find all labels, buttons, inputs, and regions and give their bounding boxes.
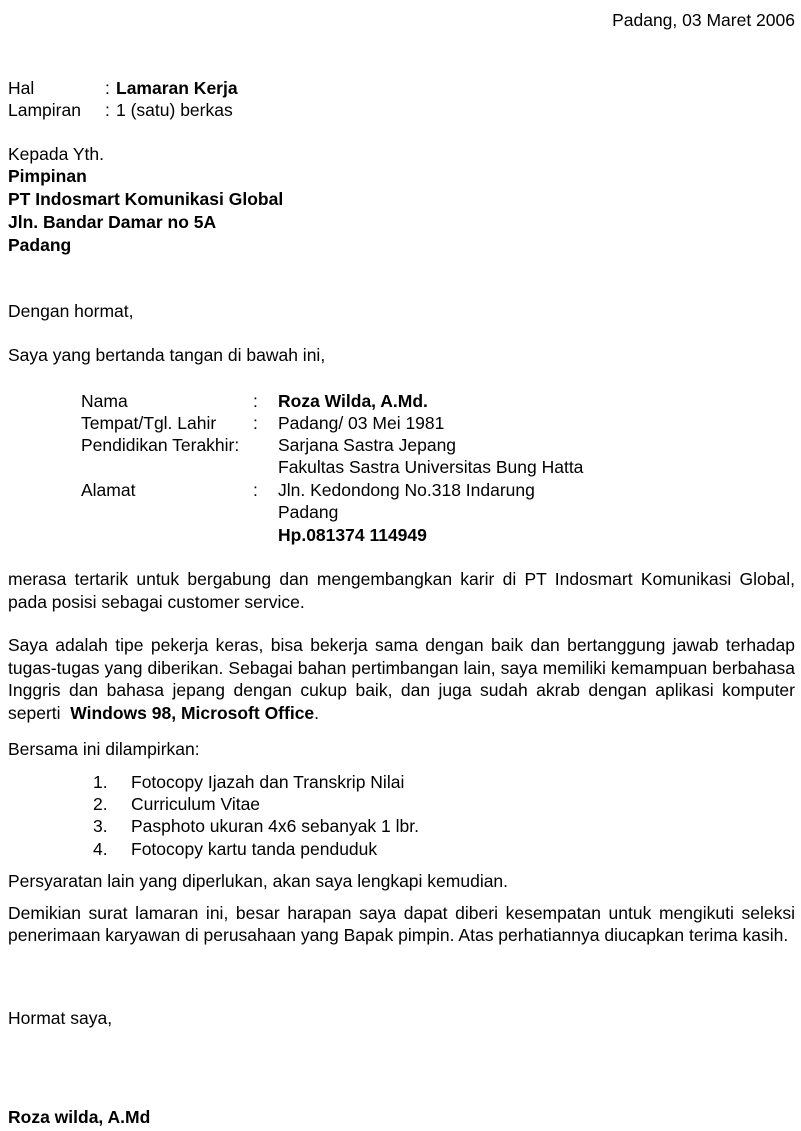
- recipient-title: Pimpinan: [8, 166, 87, 186]
- intro: Saya yang bertanda tangan di bawah ini,: [8, 345, 326, 365]
- recipient-address: Jln. Bandar Damar no 5A: [8, 212, 217, 232]
- list-item-number: 4.: [93, 839, 108, 859]
- list-item-text: Fotocopy Ijazah dan Transkrip Nilai: [131, 772, 405, 792]
- paragraph-closing: Demikian surat lamaran ini, besar harapan saya dapat diberi kesempatan untuk mengikuti seleksi penerimaan karyawan di perusahaan yang Bapak pimpin. Atas perhatiannya diucapkan terima kasih.: [8, 903, 795, 945]
- list-item-text: Pasphoto ukuran 4x6 sebanyak 1 lbr.: [131, 816, 419, 836]
- opening: Dengan hormat,: [8, 301, 134, 321]
- attachments-intro: Bersama ini dilampirkan:: [8, 739, 200, 759]
- paragraph-interest: merasa tertarik untuk bergabung dan mengembangkan karir di PT Indosmart Komunikasi Global, pada posisi sebagai customer service.: [8, 569, 795, 612]
- education-label: Pendidikan Terakhir:: [81, 435, 240, 455]
- recipient-greeting: Kepada Yth.: [8, 144, 105, 164]
- education-value-faculty: Fakultas Sastra Universitas Bung Hatta: [278, 457, 584, 477]
- skills-end: .: [314, 702, 320, 723]
- name-sep: :: [253, 391, 258, 411]
- recipient-company: PT Indosmart Komunikasi Global: [8, 189, 284, 209]
- place-date: Padang, 03 Maret 2006: [612, 10, 795, 30]
- list-item-text: Fotocopy kartu tanda penduduk: [131, 839, 378, 859]
- name-label: Nama: [81, 391, 128, 411]
- hal-value: Lamaran Kerja: [116, 78, 238, 98]
- lampiran-value: 1 (satu) berkas: [116, 100, 233, 120]
- lampiran-label: Lampiran: [8, 100, 81, 120]
- hal-sep: :: [105, 78, 110, 98]
- skills-software: Windows 98, Microsoft Office: [70, 702, 315, 723]
- address-label: Alamat: [81, 480, 136, 500]
- name-value: Roza Wilda, A.Md.: [278, 391, 428, 411]
- birth-value: Padang/ 03 Mei 1981: [278, 413, 445, 433]
- education-value-degree: Sarjana Sastra Jepang: [278, 435, 457, 455]
- address-value-city: Padang: [278, 502, 339, 522]
- list-item-text: Curriculum Vitae: [131, 794, 261, 814]
- list-item-number: 2.: [93, 794, 108, 814]
- hal-label: Hal: [8, 78, 35, 98]
- recipient-city: Padang: [8, 235, 72, 255]
- paragraph-skills: [8, 634, 795, 724]
- closing-salutation: Hormat saya,: [8, 1008, 113, 1028]
- lampiran-sep: :: [105, 100, 110, 120]
- paragraph-requirements: Persyaratan lain yang diperlukan, akan saya lengkapi kemudian.: [8, 871, 509, 891]
- list-item-number: 1.: [93, 772, 108, 792]
- birth-label: Tempat/Tgl. Lahir: [81, 413, 217, 433]
- list-item-number: 3.: [93, 816, 108, 836]
- phone-number: Hp.081374 114949: [278, 525, 427, 545]
- signature-name: Roza wilda, A.Md: [8, 1107, 151, 1127]
- address-value-street: Jln. Kedondong No.318 Indarung: [278, 480, 535, 500]
- address-sep: :: [253, 480, 258, 500]
- birth-sep: :: [253, 413, 258, 433]
- skills-text: Saya adalah tipe pekerja keras, bisa bekerja sama dengan baik dan bertanggung jawab terhadap tugas-tugas yang diberikan. Sebagai bahan pertimbangan lain, saya memiliki kemampuan berbahasa Inggris dan bahasa jepang dengan cukup baik, dan juga sudah akrab dengan aplikasi komputer seperti: [8, 635, 795, 723]
